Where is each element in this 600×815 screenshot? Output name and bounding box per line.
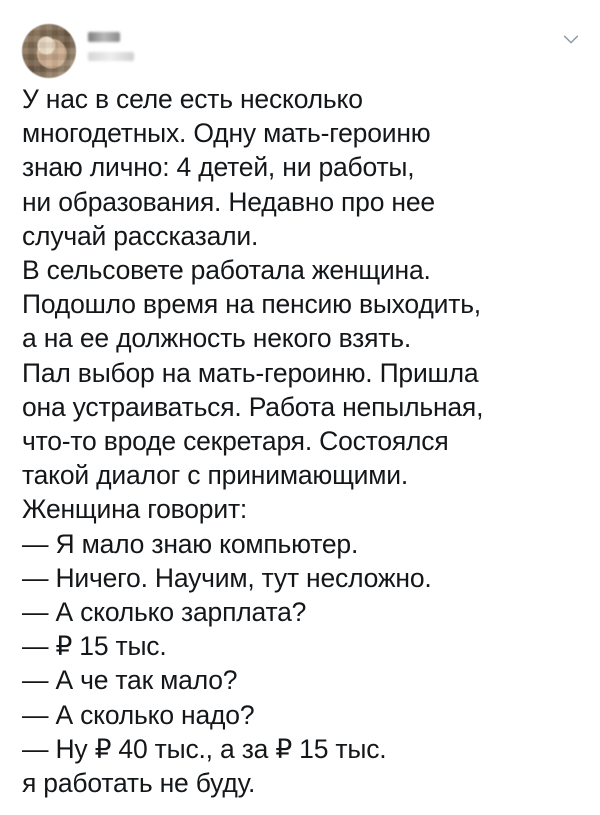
- tweet-text-line: знаю лично: 4 детей, ни работы,: [22, 152, 415, 183]
- tweet-text-line: а на ее должность некого взять.: [22, 323, 411, 354]
- tweet-text-line: — А сколько надо?: [22, 699, 255, 730]
- tweet-text-line: ни образования. Недавно про нее: [22, 186, 435, 217]
- tweet-text-line: В сельсовете работала женщина.: [22, 255, 431, 286]
- tweet-text-line: я работать не буду.: [22, 768, 256, 799]
- tweet-text-line: Подошло время на пенсию выходить,: [22, 289, 481, 320]
- tweet-text-line: многодетных. Одну мать-героиню: [22, 118, 431, 149]
- tweet-text-line: — А че так мало?: [22, 665, 238, 696]
- tweet-text-line: Женщина говорит:: [22, 494, 248, 525]
- tweet-text-line: такой диалог с принимающими.: [22, 460, 409, 491]
- tweet-text-line: — ₽ 15 тыс.: [22, 631, 167, 662]
- author-name-blurred[interactable]: [88, 32, 120, 42]
- tweet-text-line: У нас в селе есть несколько: [22, 84, 363, 114]
- tweet-text-line: случай рассказали.: [22, 220, 259, 251]
- avatar[interactable]: [22, 24, 76, 78]
- chevron-down-icon[interactable]: [560, 28, 582, 50]
- tweet-text-line: — Ничего. Научим, тут несложно.: [22, 562, 432, 593]
- tweet-text-line: — Ну ₽ 40 тыс., а за ₽ 15 тыс.: [22, 733, 387, 764]
- tweet-text-line: что-то вроде секретаря. Состоялся: [22, 426, 449, 457]
- tweet-text: [22, 82, 582, 800]
- author-handle-blurred[interactable]: [88, 52, 134, 61]
- tweet-text-line: Пал выбор на мать-героиню. Пришла: [22, 357, 479, 388]
- tweet-text-line: — А сколько зарплата?: [22, 597, 307, 628]
- tweet-text-line: она устраиваться. Работа непыльная,: [22, 391, 484, 422]
- tweet-text-line: — Я мало знаю компьютер.: [22, 528, 359, 559]
- tweet-header: [22, 18, 582, 82]
